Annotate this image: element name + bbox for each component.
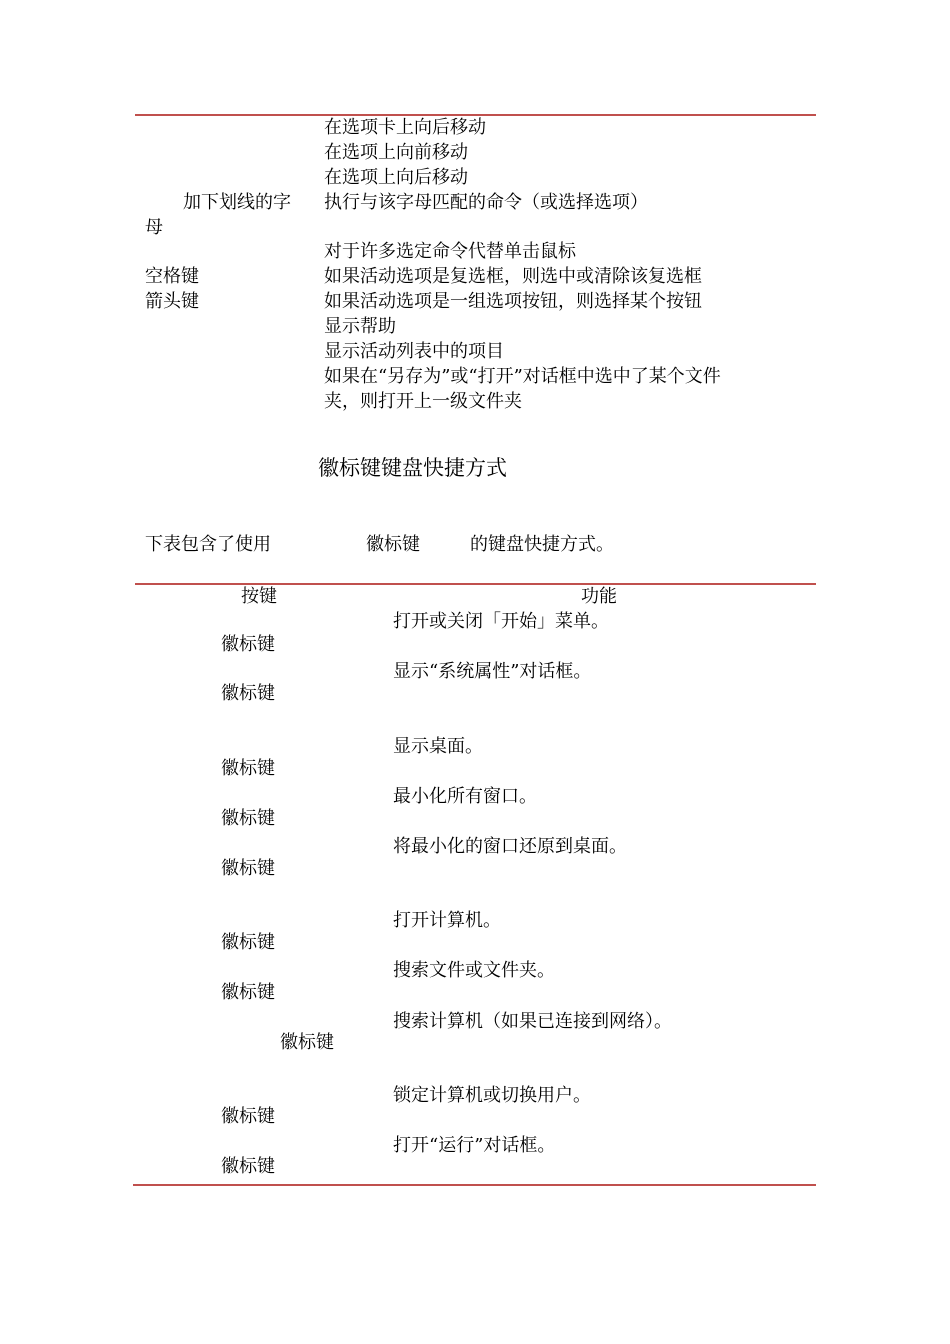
desc-line: 如果活动选项是复选框，则选中或清除该复选框 [324,266,702,287]
row-function: 显示桌面。 [393,736,483,757]
row-function: 将最小化的窗口还原到桌面。 [393,836,627,857]
row-function: 最小化所有窗口。 [393,786,537,807]
key-underlined-letter-cont: 母 [145,217,163,238]
desc-line: 对于许多选定命令代替单击鼠标 [324,241,576,262]
row-key: 徽标键 [221,683,275,704]
row-key: 徽标键 [280,1032,334,1053]
row-key: 徽标键 [221,634,275,655]
shortcut-table-bottom-rule [133,1184,816,1186]
row-key: 徽标键 [221,932,275,953]
row-function: 打开或关闭「开始」菜单。 [393,611,609,632]
desc-line: 如果活动选项是一组选项按钮，则选择某个按钮 [324,291,702,312]
shortcut-table-top-rule [135,583,816,585]
intro-logo-key: 徽标键 [366,534,420,555]
row-key: 徽标键 [221,758,275,779]
desc-line: 显示活动列表中的项目 [324,341,504,362]
desc-line: 显示帮助 [324,316,396,337]
row-function: 搜索计算机（如果已连接到网络）。 [393,1011,672,1032]
desc-line: 在选项上向前移动 [324,142,468,163]
row-function: 搜索文件或文件夹。 [393,960,555,981]
intro-text: 下表包含了使用 [145,534,271,555]
row-function: 锁定计算机或切换用户。 [393,1085,591,1106]
row-function: 打开“运行”对话框。 [393,1135,556,1156]
row-function: 显示“系统属性”对话框。 [393,661,592,682]
header-function: 功能 [581,586,617,607]
row-key: 徽标键 [221,1106,275,1127]
key-spacebar: 空格键 [145,266,199,287]
key-arrow: 箭头键 [145,291,199,312]
row-function: 打开计算机。 [393,910,501,931]
desc-line: 在选项上向后移动 [324,167,468,188]
row-key: 徽标键 [221,982,275,1003]
key-underlined-letter: 加下划线的字 [183,192,291,213]
header-key: 按键 [241,586,277,607]
row-key: 徽标键 [221,858,275,879]
desc-line: 夹，则打开上一级文件夹 [324,391,522,412]
intro-text-end: 的键盘快捷方式。 [470,534,614,555]
top-table-top-rule [135,114,816,116]
row-key: 徽标键 [221,808,275,829]
desc-line: 执行与该字母匹配的命令（或选择选项） [324,192,648,213]
row-key: 徽标键 [221,1156,275,1177]
desc-line: 如果在“另存为”或“打开”对话框中选中了某个文件 [324,366,721,387]
section-title: 徽标键键盘快捷方式 [318,456,507,480]
desc-line: 在选项卡上向后移动 [324,117,486,138]
